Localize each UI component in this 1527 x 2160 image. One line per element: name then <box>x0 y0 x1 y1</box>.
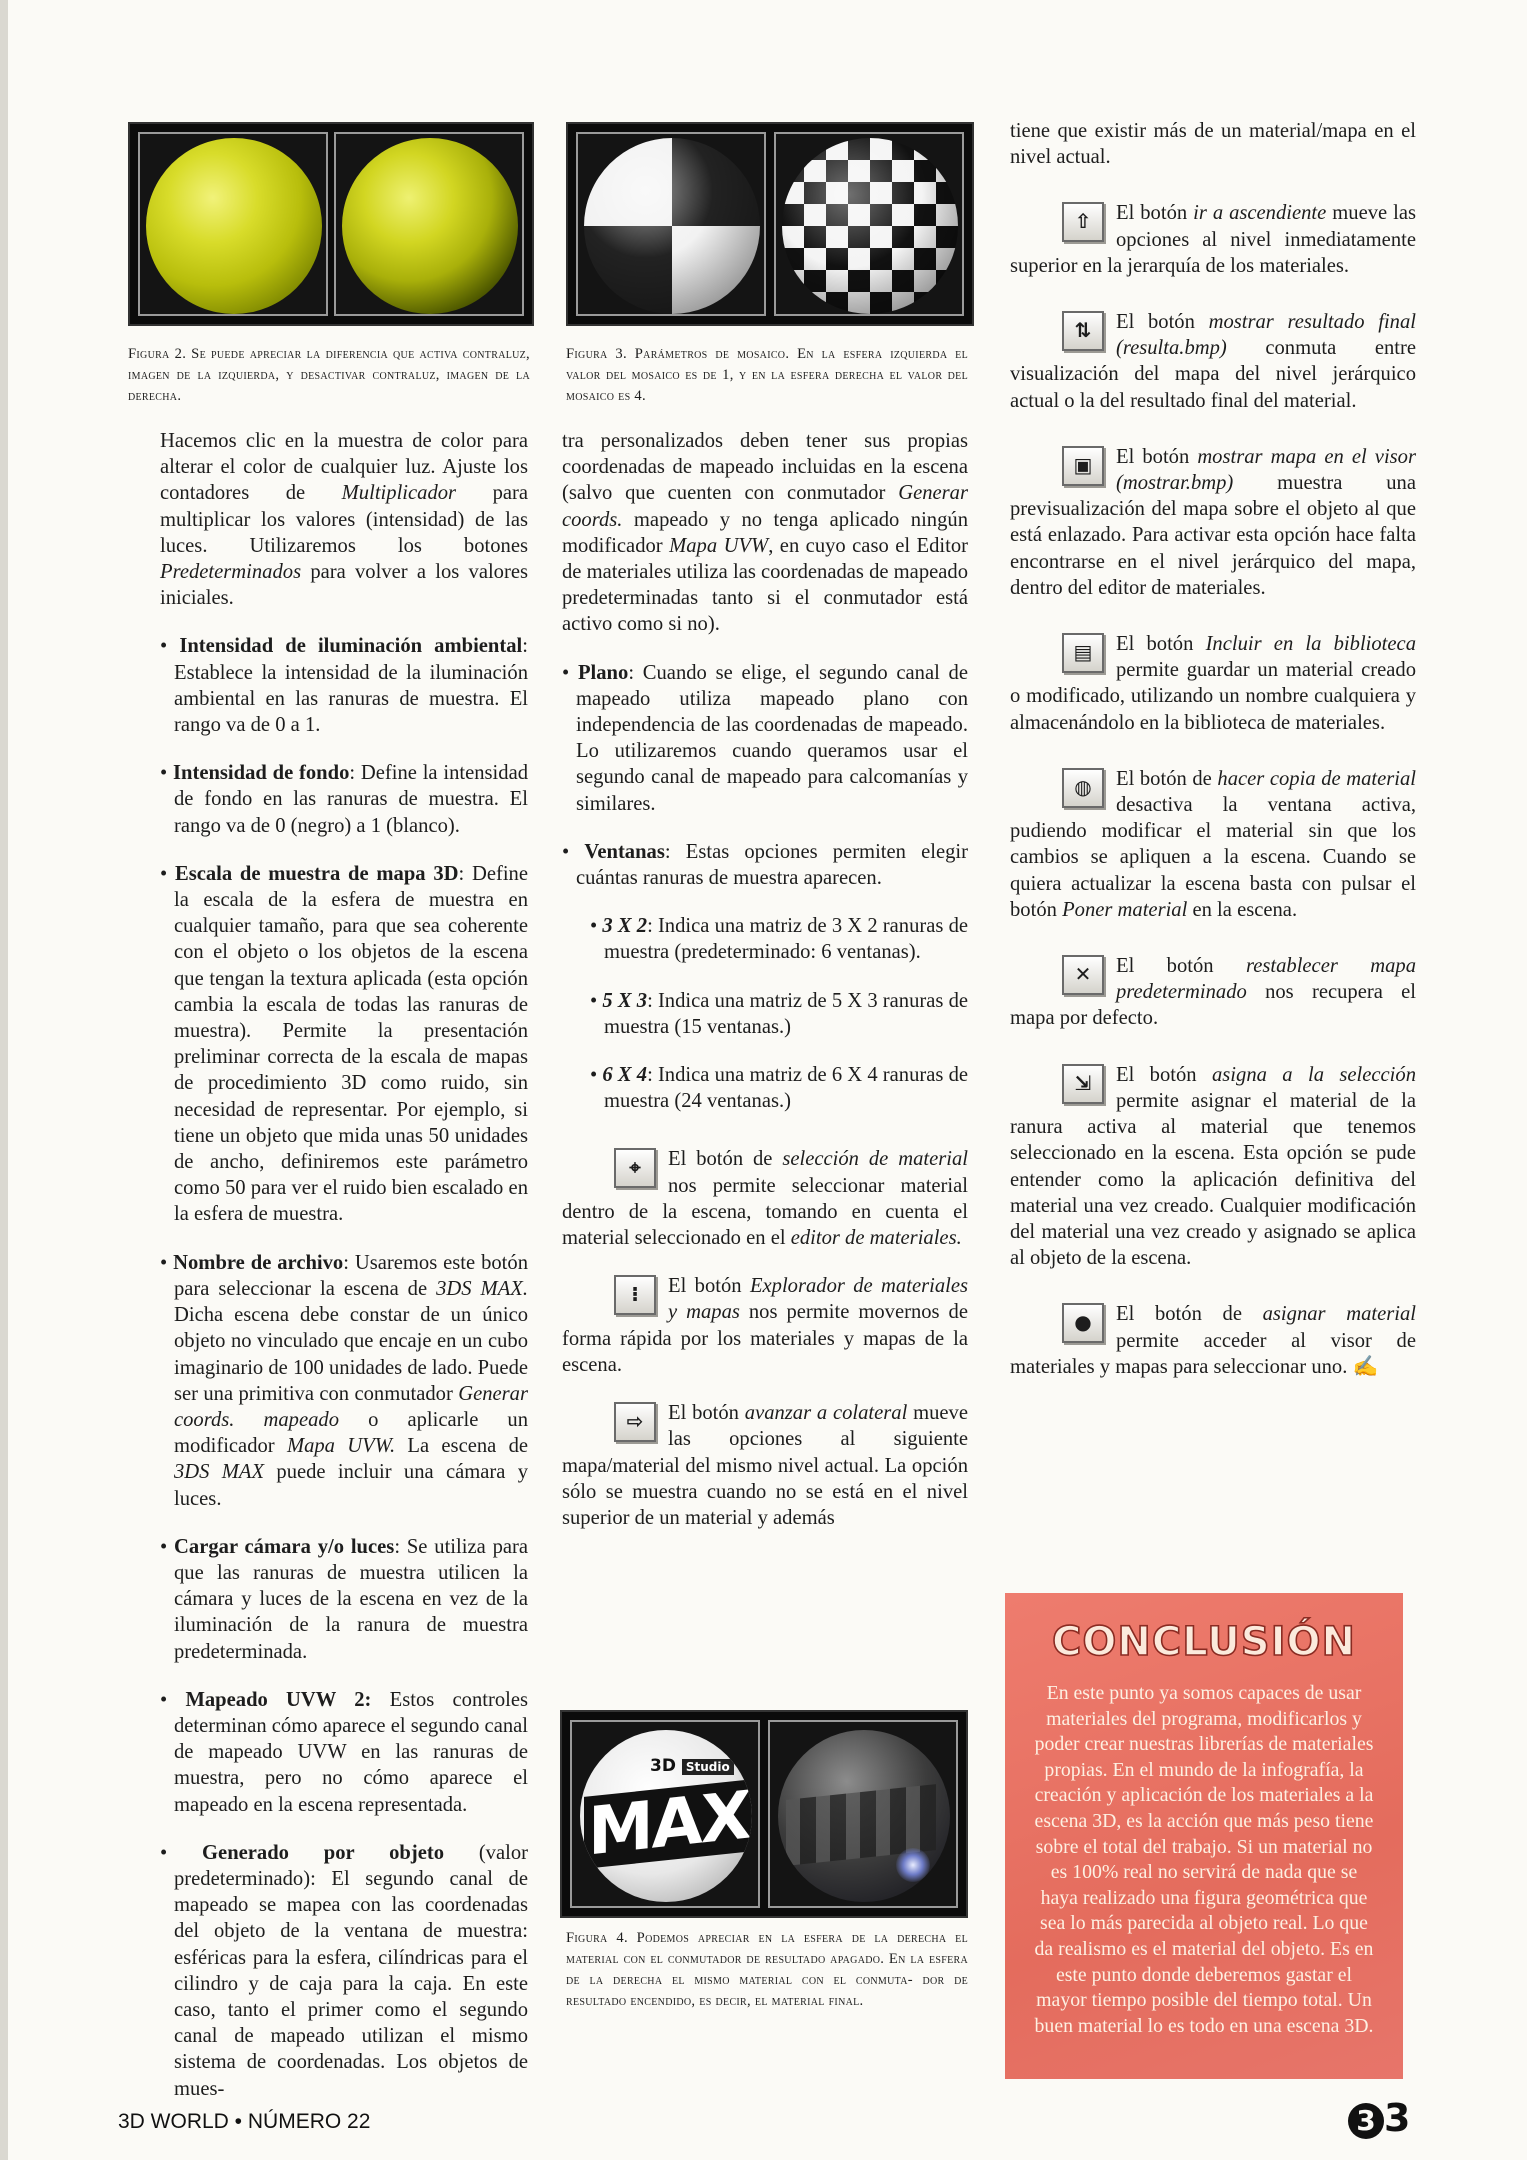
column-3 <box>1010 118 1416 1402</box>
paragraph-continued: tiene que existir más de un material/mapa en el nivel actual. <box>1010 120 1416 169</box>
figure-4-right-panel <box>768 1720 958 1908</box>
show-map-in-viewport-icon: ▣ <box>1062 446 1104 486</box>
conclusion-title: CONCLUSIÓN <box>1052 1619 1356 1665</box>
figure-3-right-panel <box>774 132 964 316</box>
paragraph-reset-map: ✕ El botón restablecer mapa predeterminado nos recupera el mapa por defecto. <box>1010 955 1416 1030</box>
make-material-copy-icon: ◍ <box>1062 768 1104 808</box>
figure-2-left-panel <box>138 132 328 316</box>
figure-2-caption: Figura 2. Se puede apreciar la diferencia que activa contraluz, imagen de la izquierda, y desactivar contraluz, imagen de la derecha. <box>128 346 530 404</box>
bullet-windows: • Ventanas: Estas opciones permiten elegir cuántas ranuras de muestra aparecen. <box>562 840 968 890</box>
column-1 <box>160 428 528 2124</box>
bullet-planar: • Plano: Cuando se elige, el segundo canal de mapeado utiliza mapeado plano con independencia de las coordenadas de mapeado. Lo utilizaremos cuando queramos usar el segundo canal de mapeado para calcomanías y similares. <box>562 661 968 815</box>
page-edge <box>0 0 8 2160</box>
paragraph-lights: Hacemos clic en la muestra de color para alterar el color de cualquier luz. Ajuste los contadores de Multiplicador para multiplicar los valores (intensidad) de las luces. Utilizaremos los botones Predeterminados para volver a los valores iniciales. <box>160 430 529 610</box>
footer-magazine: 3D WORLD • NÚMERO 22 <box>118 2110 371 2133</box>
paragraph-show-map-viewport: ▣ El botón mostrar mapa en el visor (mostrar.bmp) muestra una previsualización del mapa sobre el objeto al que está enlazado. Para activar esta opción hace falta encontrarse en el nivel jerárquico del mapa, dentro del editor de materiales. <box>1010 445 1416 599</box>
sphere-result-on <box>778 1730 950 1902</box>
sphere-backlight-off <box>342 138 518 314</box>
logo-3d-studio: 3D Studio <box>650 1756 734 1776</box>
bullet-load-camera: • Cargar cámara y/o luces: Se utiliza para que las ranuras de muestra utilicen la cámara y luces de la escena en vez de la iluminación de la ranura de muestra predeterminada. <box>160 1535 529 1663</box>
bullet-3d-map-scale: • Escala de muestra de mapa 3D: Define la escala de la esfera de muestra en cualquier tamaño, para que sea coherente con el objeto o los objetos de la escena que tengan la textura aplicada (esta opción cambia la escala de todas las ranuras de muestra). Permite la presentación preliminar correcta de la escala de mapas de procedimiento 3D como ruido, sin necesidad de representar. Por ejemplo, si tiene un objeto que mida unas 50 unidades de ancho, definiremos este parámetro como 50 para ver el ruido bien escalado en la esfera de muestra. <box>160 862 528 1226</box>
conclusion-box <box>1005 1593 1403 2079</box>
get-material-icon: ● <box>1062 1303 1104 1343</box>
paragraph-get-material: ● El botón de asignar material permite acceder al visor de materiales y mapas para seleccionar uno. ✍ <box>1010 1303 1417 1378</box>
paragraph-assign-to-selection: ⇲ El botón asigna a la selección permite asignar el material de la ranura activa al material que tenemos seleccionado en la escena. Esta opción se pude entender como la aplicación definitiva del material una vez creado. Cualquier modificación del material una vez creado y asignado se aplica al objeto de la escena. <box>1010 1063 1416 1270</box>
go-to-parent-icon: ⇧ <box>1062 202 1104 242</box>
paragraph-make-material-copy: ◍ El botón de hacer copia de material desactiva la ventana activa, pudiendo modificar el material sin que los cambios se apliquen a la escena. Cuando se quiera actualizar la escena basta con pulsar el botón Poner material en la escena. <box>1010 767 1416 921</box>
option-6x4: • 6 X 4: Indica una matriz de 6 X 4 ranuras de muestra (24 ventanas.) <box>590 1064 969 1113</box>
put-to-library-icon: ▤ <box>1062 633 1104 673</box>
bullet-uvw-mapping: • Mapeado UVW 2: Estos controles determinan cómo aparece el segundo canal de mapeado UVW en las ranuras de muestra, pero no cómo aparece el mapeado en la escena representada. <box>160 1688 529 1816</box>
figure-2 <box>128 122 534 326</box>
sphere-tiling-1 <box>584 138 760 314</box>
sphere-backlight-on <box>146 138 322 314</box>
bullet-ambient-intensity: • Intensidad de iluminación ambiental: Establece la intensidad de la iluminación ambiental en las ranuras de muestra. El rango va de 0 a 1. <box>160 635 529 737</box>
material-browser-icon: ⁝ <box>614 1275 656 1315</box>
go-forward-sibling-icon: ⇨ <box>614 1402 656 1442</box>
logo-max: MAX <box>584 1779 752 1869</box>
sphere-result-off <box>580 1730 752 1902</box>
paragraph-custom-objects: tra personalizados deben tener sus propias coordenadas de mapeado incluidas en la escena (salvo que cuenten con conmutador Generar coords. mapeado y no tenga aplicado ningún modificador Mapa UVW, en cuyo caso el Editor de materiales utiliza las coordenadas de mapeado predeterminadas tanto si el conmutador está activo como si no). <box>562 430 968 636</box>
paragraph-show-end-result: ⇅ El botón mostrar resultado final (resulta.bmp) conmuta entre visualización del mapa del nivel jerárquico actual o la del resultado final del material. <box>1010 311 1416 412</box>
paragraph-go-to-parent: ⇧ El botón ir a ascendiente mueve las opciones al nivel inmediatamente superior en la jerarquía de los materiales. <box>1010 202 1416 277</box>
figure-4-caption: Figura 4. Podemos apreciar en la esfera de la derecha el material con el conmutador de resultado apagado. En la esfera de la derecha el mismo material con el conmuta- dor de resultado encendido, es decir, el material final. <box>566 1930 968 2009</box>
bullet-object-generated: • Generado por objeto (valor predeterminado): El segundo canal de mapeado se mapea con las coordenadas del objeto de la ventana de muestra: esféricas para la esfera, cilíndricas para el cilindro y de caja para la caja. En este caso, tanto el primer como el segundo canal de mapeado utilizan el mismo sistema de coordenadas. Los objetos de mues- <box>160 1841 528 2100</box>
paragraph-select-material: ⌖ El botón de selección de material nos permite seleccionar material dentro de la escena, tomando en cuenta el material seleccionado en el editor de materiales. <box>562 1148 968 1250</box>
select-material-icon: ⌖ <box>614 1148 656 1188</box>
figure-4-left-panel <box>570 1720 760 1908</box>
paragraph-go-forward-sibling: ⇨ El botón avanzar a colateral mueve las opciones al siguiente mapa/material del mismo nivel actual. La opción sólo se muestra cuando no se está en el nivel superior de un material y además <box>562 1402 968 1529</box>
option-3x2: • 3 X 2: Indica una matriz de 3 X 2 ranuras de muestra (predeterminado: 6 ventanas). <box>590 915 969 964</box>
paragraph-put-to-library: ▤ El botón Incluir en la biblioteca permite guardar un material creado o modificado, utilizando un nombre cualquiera y almacenándolo en la biblioteca de materiales. <box>1010 633 1416 734</box>
end-mark-icon: ✍ <box>1352 1355 1379 1378</box>
sphere-tiling-4 <box>782 138 958 314</box>
show-end-result-icon: ⇅ <box>1062 311 1104 351</box>
option-5x3: • 5 X 3: Indica una matriz de 5 X 3 ranuras de muestra (15 ventanas.) <box>590 989 969 1038</box>
conclusion-text: En este punto ya somos capaces de usar materiales del programa, modificarlos y poder crear nuestras librerías de materiales propias. En el mundo de la infografía, la creación y aplicación de los materiales a la escena 3D, es la acción que más peso tiene sobre el total del trabajo. Si un material no es 100% real no servirá de nada que se haya realizado una figura geométrica que sea lo más parecida al objeto real. Lo que da realismo es el material del objeto. Es en este punto donde deberemos gastar el mayor tiempo posible del tiempo total. Un buen material lo es todo en una escena 3D. <box>1034 1682 1374 2037</box>
column-2 <box>562 428 968 1553</box>
bullet-background-intensity: • Intensidad de fondo: Define la intensidad de fondo en las ranuras de muestra. El rango va de 0 (negro) a 1 (blanco). <box>160 762 529 837</box>
assign-to-selection-icon: ⇲ <box>1062 1064 1104 1104</box>
figure-4 <box>560 1710 968 1918</box>
paragraph-material-browser: ⁝ El botón Explorador de materiales y mapas nos permite movernos de forma rápida por los materiales y mapas de la escena. <box>562 1275 968 1376</box>
bullet-file-name: • Nombre de archivo: Usaremos este botón para seleccionar la escena de 3DS MAX. Dicha escena debe constar de un único objeto no vinculado que encaje en un cubo imaginario de 100 unidades de lado. Puede ser una primitiva con conmutador Generar coords. mapeado o aplicarle un modificador Mapa UVW. La escena de 3DS MAX puede incluir una cámara y luces. <box>160 1251 529 1510</box>
sparkle-highlight <box>896 1848 930 1882</box>
page-number: 3 3 <box>1348 2096 1410 2140</box>
figure-3 <box>566 122 974 326</box>
figure-3-left-panel <box>576 132 766 316</box>
figure-3-caption: Figura 3. Parámetros de mosaico. En la esfera izquierda el valor del mosaico es de 1, y en la esfera derecha el valor del mosaico es 4. <box>566 346 968 404</box>
figure-2-right-panel <box>334 132 524 316</box>
reset-map-icon: ✕ <box>1062 955 1104 995</box>
